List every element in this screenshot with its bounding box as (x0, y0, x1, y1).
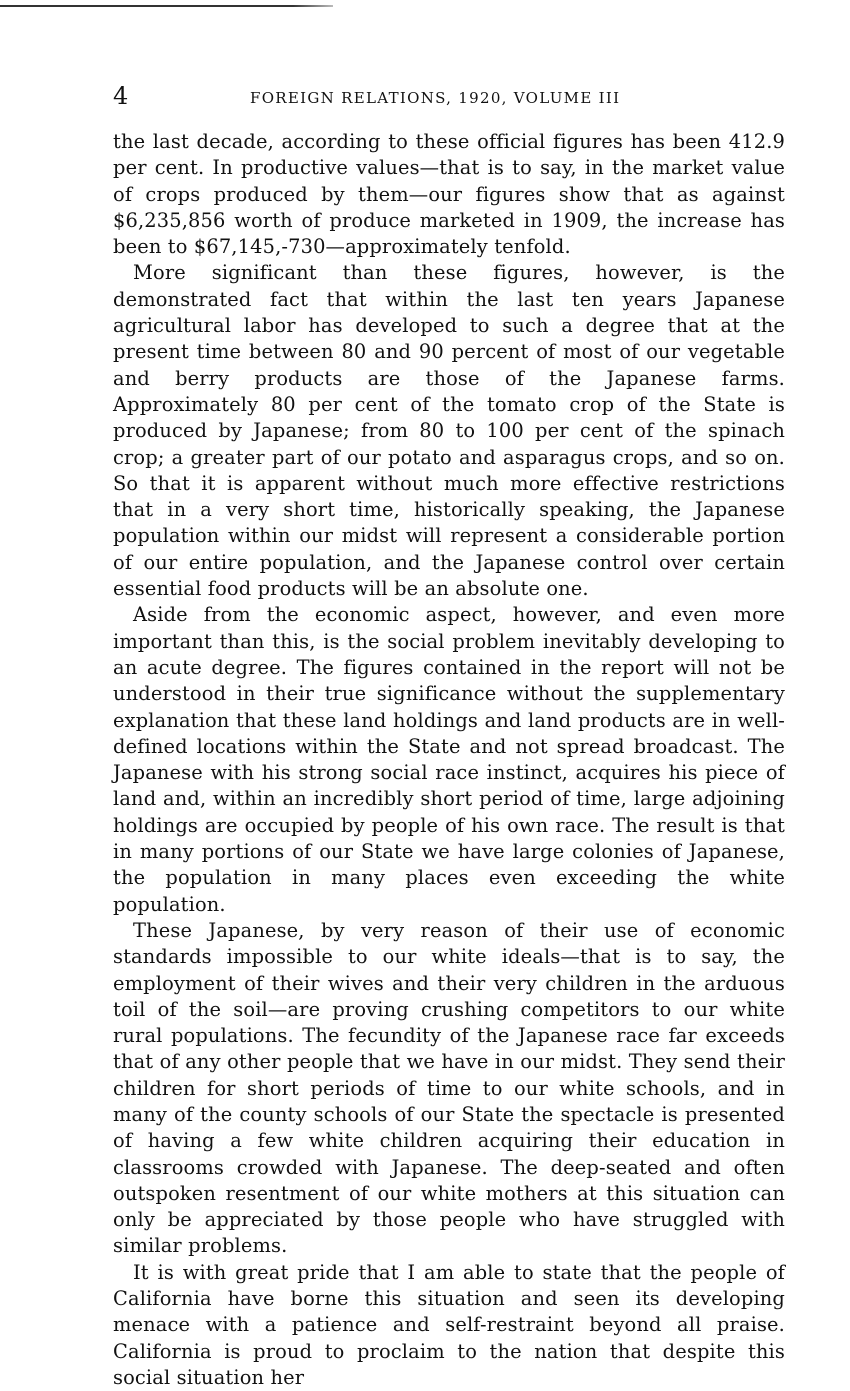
paragraph-5: It is with great pride that I am able to state that the people of California have borne this situation and seen its developing menace with a patience and self-restraint beyond all praise. California is proud to proclaim to the nation that despite this social situation her (113, 1260, 785, 1389)
paragraph-4: These Japanese, by very reason of their use of economic standards impossible to our white ideals—that is to say, the employment of their wives and their very children in the arduous toil of the soil—are proving crushing competitors to our white rural populations. The fecundity of the Japanese race far exceeds that of any other people that we have in our midst. They send their children for short periods of time to our white schools, and in many of the county schools of our State the spectacle is presented of having a few white children acquiring their education in classrooms crowded with Japanese. The deep-seated and often outspoken resentment of our white mothers at this situation can only be appreciated by those people who have struggled with similar problems. (113, 918, 785, 1258)
page-number: 4 (113, 82, 129, 110)
paragraph-3: Aside from the economic aspect, however, and even more important than this, is the social problem inevitably developing to an acute degree. The figures contained in the report will not be understood in their true significance without the supplementary explanation that these land holdings and land products are in well-defined locations within the State and not spread broadcast. The Japanese with his strong social race instinct, acquires his piece of land and, within an incredibly short period of time, large adjoining holdings are occupied by people of his own race. The result is that in many portions of our State we have large colonies of Japanese, the population in many places even exceeding the white population. (113, 603, 785, 916)
running-title: FOREIGN RELATIONS, 1920, VOLUME III (250, 89, 621, 107)
paragraph-1: the last decade, according to these official figures has been 412.9 per cent. In productive values—that is to say, in the market value of crops produced by them—our figures show that as against $6,235,856 worth of produce marketed in 1909, the increase has been to $67,145,-730—approximately tenfold. (113, 130, 785, 259)
paragraph-2: More significant than these figures, however, is the demonstrated fact that within the last ten years Japanese agricultural labor has developed to such a degree that at the present time between 80 and 90 percent of most of our vegetable and berry products are those of the Japanese farms. Approximately 80 per cent of the tomato crop of the State is produced by Japanese; from 80 to 100 per cent of the spinach crop; a greater part of our potato and asparagus crops, and so on. So that it is apparent without much more effective restrictions that in a very short time, historically speaking, the Japanese population within our midst will represent a considerable portion of our entire population, and the Japanese control over certain essential food products will be an absolute one. (113, 261, 785, 601)
running-head (113, 82, 787, 112)
body-text (113, 129, 785, 1391)
top-rule (0, 5, 333, 7)
